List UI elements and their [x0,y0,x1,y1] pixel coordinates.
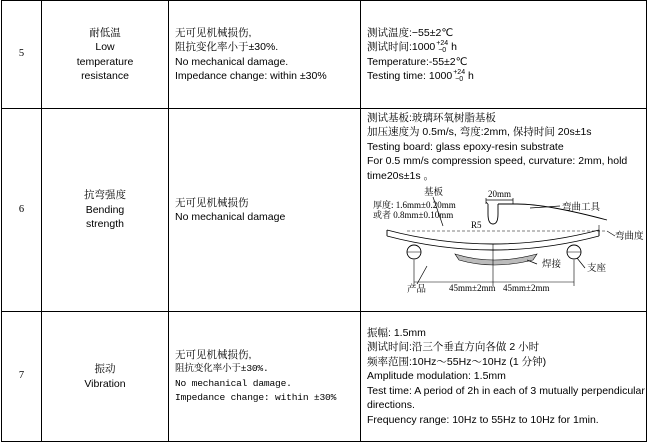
radius-label: R5 [471,220,482,231]
test-item: 抗弯强度 Bending strength [42,109,169,312]
thickness-label-2: 或者 0.8mm±0.10mm [373,210,454,221]
requirement: 无可见机械损伤, 阻抗变化率小于±30%. No mechanical damage. Impedance change: within ±30% [169,1,361,109]
requirement: 无可见机械损伤, 阻抗变化率小于±30%. No mechanical damage. Impedance change: within ±30% [169,312,361,442]
solder-label: 焊接 [542,260,562,271]
test-condition: 测试温度:−55±2℃ 测试时间:1000 +24 −0 h Temperature:-55±2℃ Testing time: 1000 +24 −0 h [361,1,647,109]
table-row [2,109,647,312]
tool-label: 弯曲工具 [562,203,601,214]
support-label: 支座 [587,264,607,275]
thickness-label-1: 厚度: 1.6mm±0.20mm [373,200,456,211]
requirement: 无可见机械损伤 No mechanical damage [169,109,361,312]
table-row [2,1,647,109]
row-number: 7 [2,312,42,442]
test-item: 耐低温 Low temperature resistance [42,1,169,109]
test-item: 振动 Vibration [42,312,169,442]
row-number: 5 [2,1,42,109]
bending-test-diagram [367,184,650,296]
gap-label: 20mm [488,189,512,200]
span-right-label: 45mm±2mm [503,283,550,294]
span-left-label: 45mm±2mm [449,283,496,294]
product-label: 产品 [407,285,427,296]
test-condition: 振幅: 1.5mm 测试时间:沿三个垂直方向各做 2 小时 频率范围:10Hz～55Hz～10Hz (1 分钟) Amplitude modulation: 1.5mm Test time: A period of 2h in each of 3 mutually perpendicular directions. Frequency range: 10Hz to 55Hz to 10Hz for 1min. [361,312,647,442]
row-number: 6 [2,109,42,312]
table-row [2,312,647,442]
spec-table [1,0,647,442]
test-condition: 测试基板:玻璃环氧树脂基板 加压速度为 0.5m/s, 弯度:2mm, 保持时间 20s±1s Testing board: glass epoxy-resin substrate For 0.5 mm/s compression speed, curvature: 2mm, hold time20s±1s 。 基板 厚度: 1.6mm±0.20mm 或者 0.8mm±0.10mm 20mm R5 弯曲工具 弯曲度 焊接 支座 产品 45mm±2mm 45mm±2mm [361,109,647,312]
curvature-label: 弯曲度 [615,232,644,243]
substrate-label: 基板 [424,188,444,199]
